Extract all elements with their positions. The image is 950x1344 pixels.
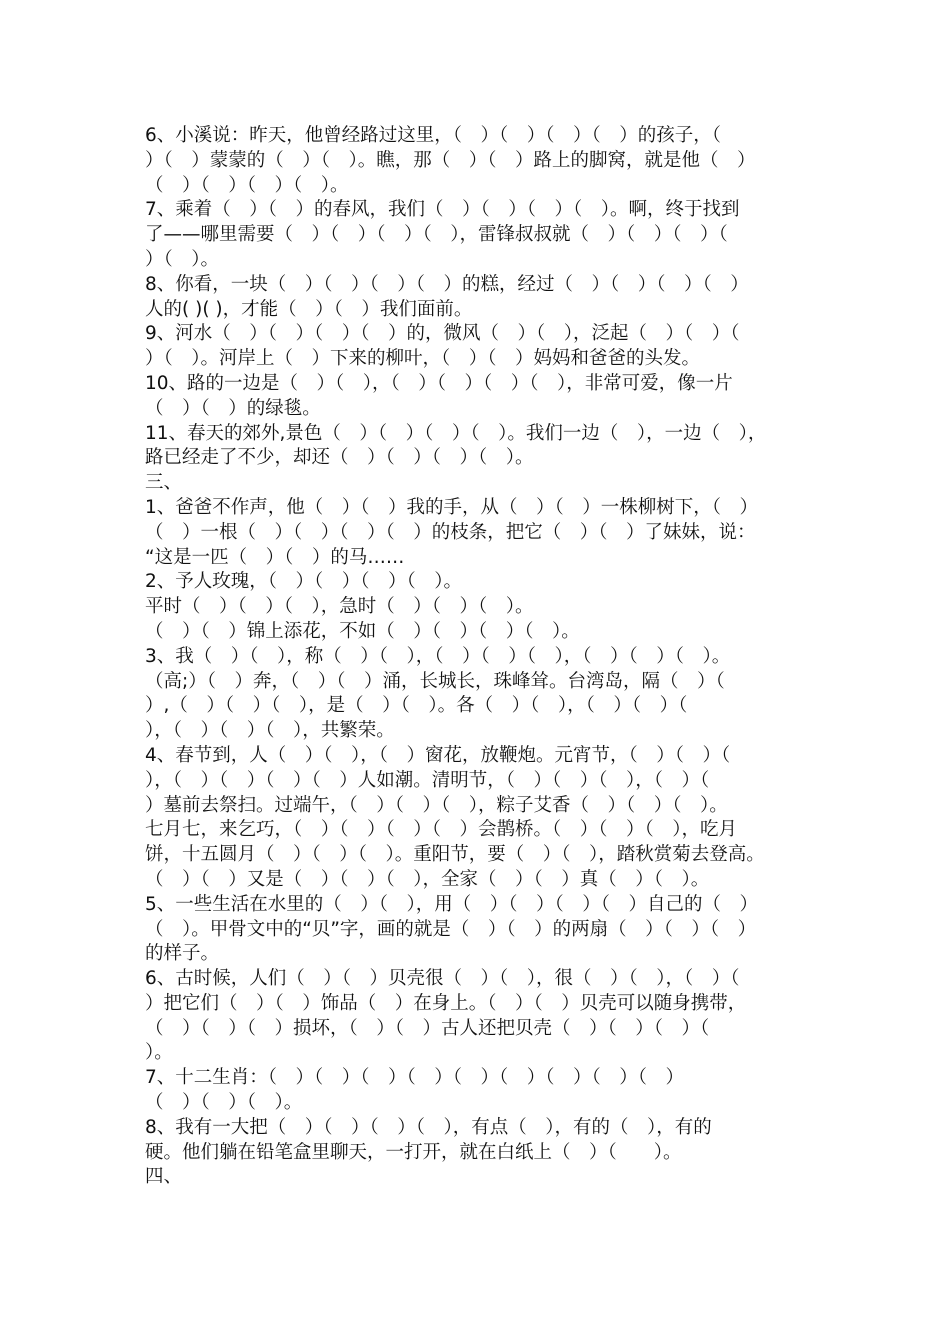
text-line: （ ）。甲骨文中的“贝”字，画的就是（ ）（ ）的两扇（ ）（ ）（ ）	[145, 918, 757, 940]
text-line: 的样子。	[145, 943, 220, 965]
text-line: ）（ ）。河岸上（ ）下来的柳叶，（ ）（ ）妈妈和爸爸的头发。	[145, 348, 701, 370]
text-line: 5、一些生活在水里的（ ）（ ），用（ ）（ ）（ ）（ ）自己的（ ）	[145, 893, 759, 915]
text-line: 1、爸爸不作声，他（ ）（ ）我的手，从（ ）（ ）一株柳树下，（ ）	[145, 496, 759, 518]
text-line: ）把它们（ ）（ ）饰品（ ）在身上。（ ）（ ）贝壳可以随身携带，	[145, 992, 747, 1014]
text-line: 9、河水（ ）（ ）（ ）（ ）的，微风（ ）（ ），泛起（ ）（ ）（	[145, 323, 740, 345]
text-line: 饼，十五圆月（ ）（ ）（ ）。重阳节，要（ ）（ ），踏秋赏菊去登高。	[145, 844, 765, 866]
text-line: 硬。他们躺在铅笔盒里聊天，一打开，就在白纸上（ ）（ ）。	[145, 1141, 682, 1163]
text-line: 了——哪里需要（ ）（ ）（ ）（ ），雷锋叔叔就（ ）（ ）（ ）（	[145, 224, 728, 246]
worksheet-text	[145, 124, 825, 1190]
text-line: ）。	[145, 1042, 173, 1064]
text-line: 3、我（ ）（ ），称（ ）（ ），（ ）（ ）（ ），（ ）（ ）（ ）。	[145, 645, 731, 667]
text-line: 7、乘着（ ）（ ）的春风，我们（ ）（ ）（ ）（ ）。啊，终于找到	[145, 199, 740, 221]
text-line: （ ）（ ）锦上添花，不如（ ）（ ）（ ）（ ）。	[145, 620, 580, 642]
text-line: （ ）（ ）又是（ ）（ ）（ ），全家（ ）（ ）真（ ）（ ）。	[145, 868, 710, 890]
text-line: （ ）（ ）（ ）（ ）。	[145, 174, 349, 196]
text-line: 七月七，来乞巧，（ ）（ ）（ ）（ ）会鹊桥。（ ）（ ）（ ），吃月	[145, 819, 738, 841]
text-line: 10、路的一边是（ ）（ ），（ ）（ ）（ ）（ ），非常可爱，像一片	[145, 372, 733, 394]
text-line: 8、你看，一块（ ）（ ）（ ）（ ）的糕，经过（ ）（ ）（ ）（ ）	[145, 273, 749, 295]
text-line: ），（ ）（ ）（ ）（ ）人如潮。清明节，（ ）（ ）（ ），（ ）（	[145, 769, 710, 791]
text-line: 人的( )( )，才能（ ）（ ）我们面前。	[145, 298, 473, 320]
text-line: 路已经走了不少，却还（ ）（ ）（ ）（ ）。	[145, 447, 534, 469]
text-line: ）（ ）蒙蒙的（ ）（ ）。瞧，那（ ）（ ）路上的脚窝，就是他（ ）	[145, 149, 756, 171]
text-line: ）,（ ）（ ）（ ），是（ ）（ ）。各（ ）（ ），（ ）（ ）（	[145, 695, 688, 717]
text-line: 2、予人玫瑰，（ ）（ ）（ ）（ ）。	[145, 571, 463, 593]
text-line: （ ）（ ）的绿毯。	[145, 397, 321, 419]
text-line: （ ）（ ）（ ）损坏，（ ）（ ）古人还把贝壳（ ）（ ）（ ）（	[145, 1017, 710, 1039]
text-line: 11、春天的郊外,景色（ ）（ ）（ ）（ ）。我们一边（ ），一边（ ），	[145, 422, 767, 444]
text-line: （ ）一根（ ）（ ）（ ）（ ）的枝条，把它（ ）（ ）了妹妹，说：	[145, 521, 756, 543]
text-line: 6、小溪说：昨天，他曾经路过这里，（ ）（ ）（ ）（ ）的孩子，（	[145, 125, 722, 146]
text-line: “这是一匹（ ）（ ）的马……	[145, 546, 405, 568]
section-heading: 四、	[145, 1166, 183, 1188]
text-line: ）（ ）。	[145, 248, 220, 270]
section-heading: 三、	[145, 472, 183, 494]
text-line: （ ）（ ）（ ）。	[145, 1092, 303, 1114]
text-line: ），（ ）（ ）（ ），共繁荣。	[145, 720, 395, 742]
text-line: 7、十二生肖：（ ）（ ）（ ）（ ）（ ）（ ）（ ）（ ）（ ）	[145, 1067, 685, 1089]
text-line: 4、春节到，人（ ）（ ），（ ）窗花，放鞭炮。元宵节，（ ）（ ）（	[145, 744, 731, 766]
text-line: （高;）（ ）奔，（ ）（ ）涌，长城长，珠峰耸。台湾岛，隔（ ）（	[145, 670, 725, 692]
text-line: 8、我有一大把（ ）（ ）（ ）（ ），有点（ ），有的（ ），有的	[145, 1116, 712, 1138]
text-line: 平时（ ）（ ）（ ），急时（ ）（ ）（ ）。	[145, 596, 534, 618]
text-line: 6、古时候，人们（ ）（ ）贝壳很（ ）（ ），很（ ）（ ），（ ）（	[145, 968, 740, 990]
text-line: ）墓前去祭扫。过端午，（ ）（ ）（ ），粽子艾香（ ）（ ）（ ）。	[145, 794, 728, 816]
